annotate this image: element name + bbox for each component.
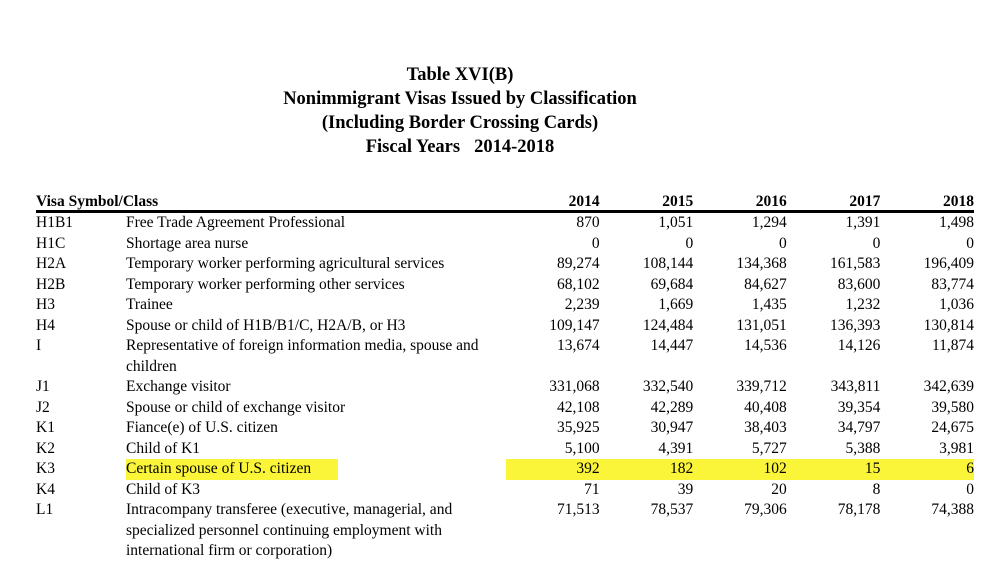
value-cell-2014: 870 <box>576 214 600 231</box>
value-cell-2018: 11,874 <box>931 337 974 354</box>
value-cell-2016: 339,712 <box>736 378 787 395</box>
table-body <box>36 212 974 562</box>
table-row <box>36 316 974 337</box>
value-cell-2014: 0 <box>591 234 600 252</box>
value-cell-2017: 343,811 <box>830 378 881 395</box>
value-cell-2015: 78,537 <box>650 501 694 518</box>
value-cell-2014: 392 <box>506 459 600 480</box>
header-year-2015: 2015 <box>600 193 694 212</box>
value-cell-2018: 3,981 <box>939 439 974 457</box>
fiscal-years-line <box>0 135 920 159</box>
visa-symbol-cell: K1 <box>36 419 55 436</box>
visa-symbol-cell: H3 <box>36 296 55 313</box>
visa-class-cell: Exchange visitor <box>126 378 231 395</box>
fiscal-years-range: 2014-2018 <box>474 137 555 157</box>
visa-table <box>36 193 974 562</box>
value-cell-2014: 71 <box>584 480 600 498</box>
table-row <box>36 398 974 419</box>
table-row <box>36 254 974 275</box>
value-cell-2018: 342,639 <box>923 378 974 395</box>
value-cell-2016: 20 <box>771 480 787 498</box>
value-cell-2014: 2,239 <box>564 296 600 313</box>
value-cell-2014: 68,102 <box>556 275 600 293</box>
table-subtitle: (Including Border Crossing Cards) <box>321 113 599 133</box>
table-header-row <box>36 193 974 212</box>
value-cell-2014: 42,108 <box>556 398 600 416</box>
visa-class-cell: Trainee <box>126 296 173 313</box>
value-cell-2017: 8 <box>872 480 881 498</box>
value-cell-2015: 182 <box>600 459 694 480</box>
value-cell-2014: 5,100 <box>564 439 600 457</box>
value-cell-2015: 124,484 <box>642 316 694 334</box>
visa-symbol-cell: J1 <box>36 378 50 395</box>
visa-class-cell: Child of K3 <box>126 480 201 498</box>
value-cell-2014: 331,068 <box>549 378 600 395</box>
table-title: Nonimmigrant Visas Issued by Classification <box>283 89 637 109</box>
value-cell-2016: 40,408 <box>744 398 787 416</box>
visa-symbol-cell: H4 <box>36 316 55 334</box>
value-cell-2016: 134,368 <box>736 255 787 272</box>
visa-class-cell: Free Trade Agreement Professional <box>126 214 346 231</box>
value-cell-2016: 1,435 <box>751 296 787 313</box>
value-cell-2016: 38,403 <box>744 419 787 436</box>
visa-class-cell: Spouse or child of exchange visitor <box>126 398 346 416</box>
header-year-2014: 2014 <box>506 193 600 212</box>
value-cell-2014: 109,147 <box>549 316 600 334</box>
visa-class-cell: Child of K1 <box>126 439 201 457</box>
visa-symbol-cell: L1 <box>36 501 54 518</box>
value-cell-2016: 84,627 <box>744 275 787 293</box>
value-cell-2016: 1,294 <box>751 214 787 231</box>
table-row <box>36 212 974 234</box>
value-cell-2018: 83,774 <box>931 275 974 293</box>
visa-symbol-cell: H2A <box>36 255 67 272</box>
value-cell-2018: 0 <box>966 480 974 498</box>
table-row <box>36 480 974 501</box>
value-cell-2015: 0 <box>685 234 694 252</box>
visa-class-cell: Intracompany transferee (executive, managerial, and specialized personnel continuing employment with international firm or corporation) <box>126 501 453 559</box>
value-cell-2015: 4,391 <box>658 439 694 457</box>
table-row <box>36 295 974 316</box>
visa-symbol-cell: H1C <box>36 234 66 252</box>
value-cell-2015: 39 <box>677 480 694 498</box>
table-row <box>36 439 974 460</box>
value-cell-2018: 130,814 <box>923 316 974 334</box>
table-row <box>36 500 974 562</box>
value-cell-2017: 15 <box>787 459 881 480</box>
value-cell-2018: 74,388 <box>931 501 974 518</box>
value-cell-2017: 1,391 <box>845 214 881 231</box>
value-cell-2014: 71,513 <box>556 501 600 518</box>
header-symbol-class: Visa Symbol/Class <box>36 193 506 212</box>
value-cell-2017: 0 <box>872 234 881 252</box>
visa-symbol-cell: K4 <box>36 480 55 498</box>
value-cell-2016: 14,536 <box>744 337 787 354</box>
value-cell-2017: 78,178 <box>837 501 881 518</box>
value-cell-2015: 108,144 <box>642 255 694 272</box>
value-cell-2015: 1,669 <box>658 296 694 313</box>
value-cell-2014: 89,274 <box>556 255 600 272</box>
visa-symbol-cell: J2 <box>36 398 50 416</box>
table-row <box>36 275 974 296</box>
value-cell-2016: 79,306 <box>744 501 787 518</box>
visa-symbol-cell: I <box>36 337 42 354</box>
table-title-block <box>0 63 920 159</box>
value-cell-2015: 69,684 <box>650 275 694 293</box>
value-cell-2018: 1,036 <box>939 296 974 313</box>
value-cell-2018: 196,409 <box>923 255 974 272</box>
value-cell-2014: 13,674 <box>556 337 600 354</box>
value-cell-2014: 35,925 <box>556 419 600 436</box>
value-cell-2015: 42,289 <box>650 398 694 416</box>
value-cell-2015: 30,947 <box>650 419 694 436</box>
visa-class-cell: Fiance(e) of U.S. citizen <box>126 419 278 436</box>
value-cell-2018: 39,580 <box>931 398 974 416</box>
table-row <box>36 336 974 377</box>
value-cell-2015: 14,447 <box>650 337 694 354</box>
value-cell-2015: 332,540 <box>642 378 694 395</box>
visa-symbol-cell: K3 <box>36 460 55 477</box>
value-cell-2016: 131,051 <box>736 316 787 334</box>
value-cell-2016: 102 <box>693 459 787 480</box>
value-cell-2017: 39,354 <box>837 398 881 416</box>
table-number: Table XVI(B) <box>406 65 514 85</box>
value-cell-2016: 5,727 <box>751 439 787 457</box>
table-row <box>36 459 974 480</box>
header-year-2017: 2017 <box>787 193 881 212</box>
visa-class-cell: Representative of foreign information media, spouse and children <box>126 337 479 375</box>
value-cell-2016: 0 <box>779 234 787 252</box>
visa-class-cell: Certain spouse of U.S. citizen <box>126 459 506 480</box>
visa-class-cell: Temporary worker performing agricultural services <box>126 255 445 272</box>
visa-symbol-cell: K2 <box>36 439 55 457</box>
header-year-2016: 2016 <box>693 193 787 212</box>
value-cell-2017: 83,600 <box>837 275 881 293</box>
table-row <box>36 377 974 398</box>
value-cell-2018: 0 <box>966 234 974 252</box>
visa-class-cell: Temporary worker performing other services <box>126 275 405 293</box>
value-cell-2017: 34,797 <box>837 419 881 436</box>
value-cell-2017: 161,583 <box>830 255 881 272</box>
table-row <box>36 418 974 439</box>
visa-class-cell: Shortage area nurse <box>126 234 249 252</box>
value-cell-2018: 24,675 <box>931 419 974 436</box>
value-cell-2018: 6 <box>880 459 974 480</box>
value-cell-2017: 5,388 <box>845 439 881 457</box>
value-cell-2015: 1,051 <box>658 214 694 231</box>
visa-symbol-cell: H1B1 <box>36 214 74 231</box>
value-cell-2018: 1,498 <box>939 214 974 231</box>
value-cell-2017: 1,232 <box>845 296 881 313</box>
table-row <box>36 234 974 255</box>
visa-class-cell: Spouse or child of H1B/B1/C, H2A/B, or H3 <box>126 316 406 334</box>
header-year-2018: 2018 <box>880 193 974 212</box>
visa-symbol-cell: H2B <box>36 275 66 293</box>
value-cell-2017: 14,126 <box>837 337 881 354</box>
value-cell-2017: 136,393 <box>830 316 881 334</box>
fiscal-years-label: Fiscal Years <box>365 137 461 157</box>
